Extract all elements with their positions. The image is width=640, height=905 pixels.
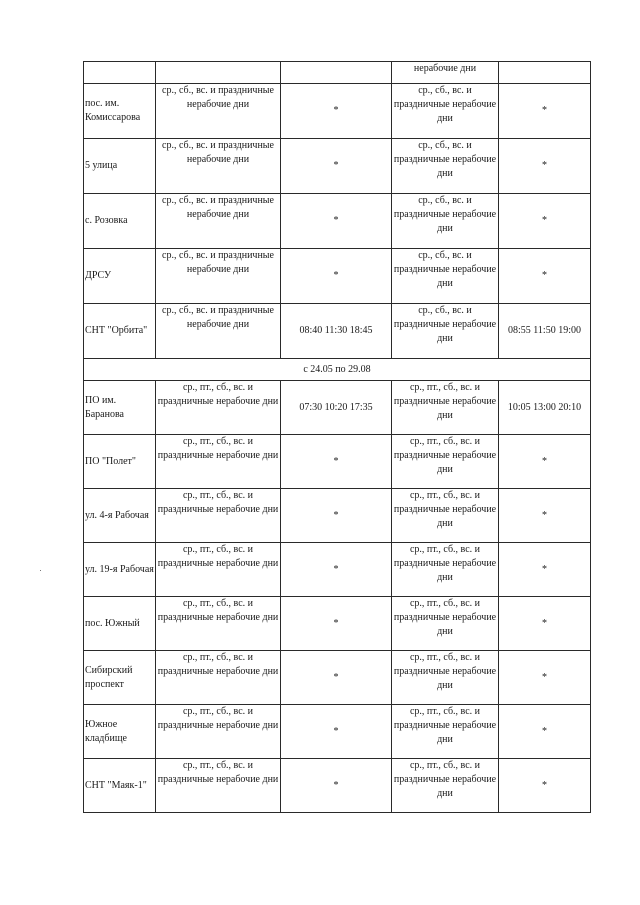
- table-row: [84, 381, 591, 435]
- times-outbound: *: [281, 194, 392, 249]
- days-return: ср., пт., сб., вс. и праздничные нерабочие дни: [392, 597, 499, 651]
- schedule-table: [83, 61, 591, 813]
- days-return: ср., сб., вс. и праздничные нерабочие дни: [392, 304, 499, 359]
- stop-name: пос. им. Комиссарова: [84, 84, 156, 139]
- stop-name: ПО им. Баранова: [84, 381, 156, 435]
- times-return: *: [499, 705, 591, 759]
- times-return: *: [499, 489, 591, 543]
- times-return: *: [499, 759, 591, 813]
- stop-name: ПО "Полет": [84, 435, 156, 489]
- times-outbound: *: [281, 597, 392, 651]
- table-row: [84, 194, 591, 249]
- table-row: [84, 435, 591, 489]
- times-return: 10:05 13:00 20:10: [499, 381, 591, 435]
- times-return: *: [499, 435, 591, 489]
- days-outbound: ср., пт., сб., вс. и праздничные нерабочие дни: [156, 705, 281, 759]
- days-outbound: ср., пт., сб., вс. и праздничные нерабочие дни: [156, 435, 281, 489]
- stop-name: ул. 4-я Рабочая: [84, 489, 156, 543]
- days-return: ср., пт., сб., вс. и праздничные нерабочие дни: [392, 543, 499, 597]
- days-return: ср., пт., сб., вс. и праздничные нерабочие дни: [392, 489, 499, 543]
- times-outbound: 08:40 11:30 18:45: [281, 304, 392, 359]
- days-return: ср., сб., вс. и праздничные нерабочие дни: [392, 84, 499, 139]
- times-return: [499, 62, 591, 84]
- table-row: [84, 84, 591, 139]
- times-outbound: *: [281, 489, 392, 543]
- days-return: ср., пт., сб., вс. и праздничные нерабочие дни: [392, 705, 499, 759]
- schedule-body: [84, 62, 591, 813]
- times-outbound: 07:30 10:20 17:35: [281, 381, 392, 435]
- days-outbound: ср., сб., вс. и праздничные нерабочие дни: [156, 304, 281, 359]
- table-row: [84, 139, 591, 194]
- days-outbound: ср., пт., сб., вс. и праздничные нерабочие дни: [156, 597, 281, 651]
- table-row: [84, 489, 591, 543]
- table-row: [84, 543, 591, 597]
- times-outbound: *: [281, 543, 392, 597]
- stop-name: 5 улица: [84, 139, 156, 194]
- stop-name: [84, 62, 156, 84]
- days-outbound: ср., пт., сб., вс. и праздничные нерабочие дни: [156, 543, 281, 597]
- stop-name: Сибирский проспект: [84, 651, 156, 705]
- times-outbound: *: [281, 651, 392, 705]
- table-row-partial: [84, 62, 591, 84]
- table-row: [84, 249, 591, 304]
- scan-speck: [40, 570, 41, 571]
- days-return: ср., сб., вс. и праздничные нерабочие дни: [392, 249, 499, 304]
- times-return: *: [499, 139, 591, 194]
- stop-name: СНТ "Орбита": [84, 304, 156, 359]
- section-label: с 24.05 по 29.08: [84, 359, 591, 381]
- days-return: ср., пт., сб., вс. и праздничные нерабочие дни: [392, 381, 499, 435]
- table-row: [84, 759, 591, 813]
- table-row: [84, 705, 591, 759]
- stop-name: пос. Южный: [84, 597, 156, 651]
- stop-name: ул. 19-я Рабочая: [84, 543, 156, 597]
- table-row: [84, 597, 591, 651]
- times-return: *: [499, 249, 591, 304]
- days-return: ср., пт., сб., вс. и праздничные нерабочие дни: [392, 435, 499, 489]
- times-outbound: [281, 62, 392, 84]
- times-outbound: *: [281, 139, 392, 194]
- times-outbound: *: [281, 759, 392, 813]
- days-outbound: ср., пт., сб., вс. и праздничные нерабочие дни: [156, 651, 281, 705]
- stop-name: ДРСУ: [84, 249, 156, 304]
- times-outbound: *: [281, 705, 392, 759]
- days-outbound: ср., сб., вс. и праздничные нерабочие дни: [156, 249, 281, 304]
- days-outbound: ср., сб., вс. и праздничные нерабочие дни: [156, 139, 281, 194]
- days-outbound: ср., пт., сб., вс. и праздничные нерабочие дни: [156, 759, 281, 813]
- days-outbound: ср., пт., сб., вс. и праздничные нерабочие дни: [156, 489, 281, 543]
- section-row: [84, 359, 591, 381]
- days-return: ср., сб., вс. и праздничные нерабочие дни: [392, 194, 499, 249]
- days-outbound: ср., пт., сб., вс. и праздничные нерабочие дни: [156, 381, 281, 435]
- times-outbound: *: [281, 249, 392, 304]
- days-return: ср., пт., сб., вс. и праздничные нерабочие дни: [392, 651, 499, 705]
- stop-name: с. Розовка: [84, 194, 156, 249]
- times-outbound: *: [281, 84, 392, 139]
- times-outbound: *: [281, 435, 392, 489]
- days-outbound: ср., сб., вс. и праздничные нерабочие дни: [156, 84, 281, 139]
- stop-name: Южное кладбище: [84, 705, 156, 759]
- times-return: *: [499, 651, 591, 705]
- days-outbound: [156, 62, 281, 84]
- days-outbound: ср., сб., вс. и праздничные нерабочие дни: [156, 194, 281, 249]
- stop-name: СНТ "Маяк-1": [84, 759, 156, 813]
- times-return: *: [499, 543, 591, 597]
- times-return: *: [499, 597, 591, 651]
- days-return: ср., пт., сб., вс. и праздничные нерабочие дни: [392, 759, 499, 813]
- times-return: *: [499, 84, 591, 139]
- table-row: [84, 304, 591, 359]
- times-return: 08:55 11:50 19:00: [499, 304, 591, 359]
- table-row: [84, 651, 591, 705]
- days-return: ср., сб., вс. и праздничные нерабочие дни: [392, 139, 499, 194]
- days-return: нерабочие дни: [392, 62, 499, 84]
- times-return: *: [499, 194, 591, 249]
